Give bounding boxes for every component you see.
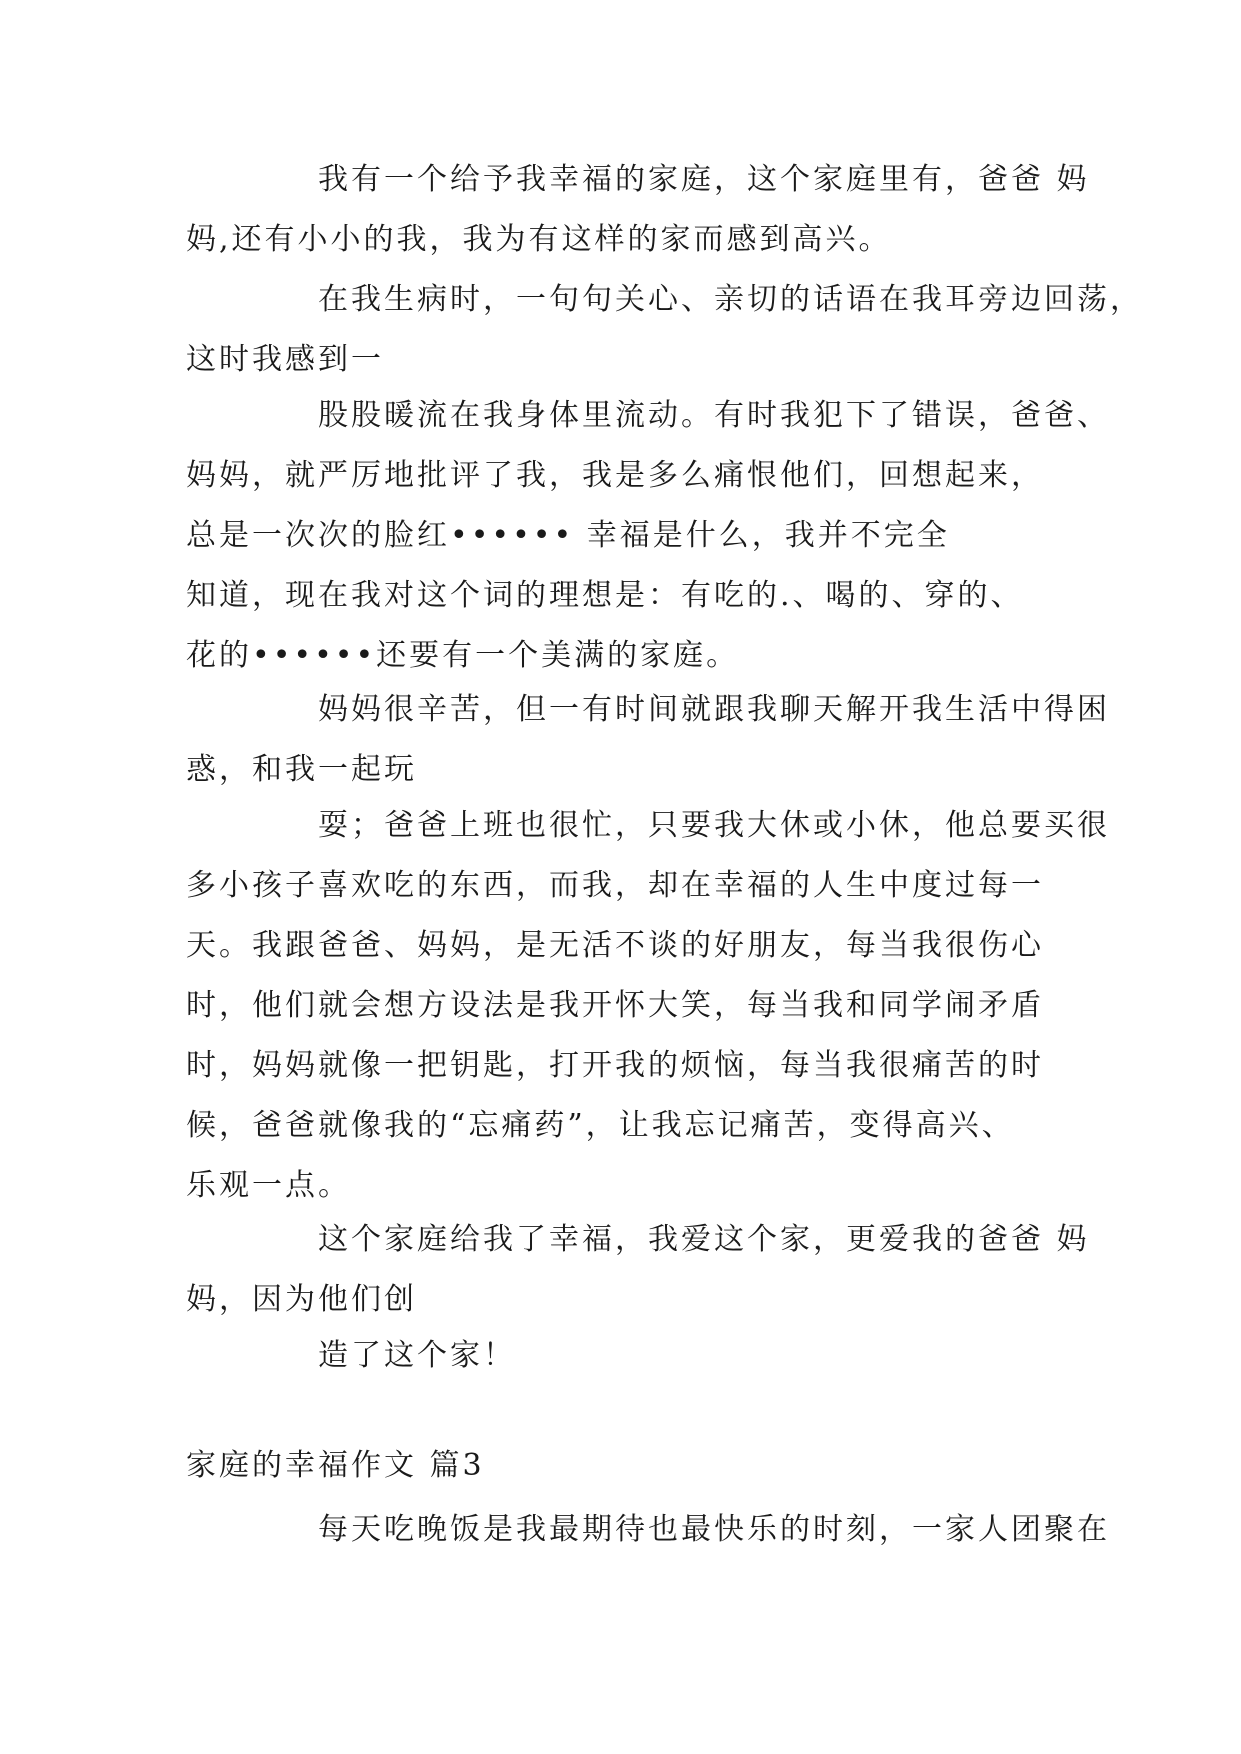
text-line: 总是一次次的脸红•••••• 幸福是什么，我并不完全 bbox=[186, 518, 950, 553]
section-heading: 家庭的幸福作文 篇3 bbox=[186, 1448, 485, 1483]
paragraph-6 bbox=[186, 1210, 1090, 1330]
paragraph-2 bbox=[186, 270, 1143, 390]
text-line: 花的••••••还要有一个美满的家庭。 bbox=[186, 638, 740, 673]
text-line: 妈妈很辛苦，但一有时间就跟我聊天解开我生活中得困 bbox=[318, 692, 1110, 727]
text-line: 知道，现在我对这个词的理想是：有吃的.、喝的、穿的、 bbox=[186, 578, 1024, 613]
text-line: 天。我跟爸爸、妈妈，是无活不谈的好朋友，每当我很伤心 bbox=[186, 928, 1044, 963]
paragraph-7 bbox=[186, 1326, 1076, 1386]
text-line: 时，妈妈就像一把钥匙，打开我的烦恼，每当我很痛苦的时 bbox=[186, 1048, 1044, 1083]
text-line: 股股暖流在我身体里流动。有时我犯下了错误，爸爸、 bbox=[318, 398, 1110, 433]
text-line: 这个家庭给我了幸福，我爱这个家，更爱我的爸爸 妈 bbox=[318, 1222, 1090, 1257]
text-line: 多小孩子喜欢吃的东西，而我，却在幸福的人生中度过每一 bbox=[186, 868, 1044, 903]
text-line: 惑，和我一起玩 bbox=[186, 752, 417, 787]
text-line: 在我生病时，一句句关心、亲切的话语在我耳旁边回荡， bbox=[318, 282, 1143, 317]
paragraph-5 bbox=[186, 796, 1110, 1216]
text-line: 乐观一点。 bbox=[186, 1168, 351, 1203]
text-line: 时，他们就会想方设法是我开怀大笑，每当我和同学闹矛盾 bbox=[186, 988, 1044, 1023]
paragraph-1 bbox=[186, 150, 1090, 270]
text-line: 每天吃晚饭是我最期待也最快乐的时刻，一家人团聚在 bbox=[318, 1512, 1110, 1547]
paragraph-4 bbox=[186, 680, 1110, 800]
text-line: 妈,还有小小的我，我为有这样的家而感到高兴。 bbox=[186, 222, 892, 257]
paragraph-8 bbox=[186, 1500, 1110, 1560]
text-line: 耍；爸爸上班也很忙，只要我大休或小休，他总要买很 bbox=[318, 808, 1110, 843]
text-line: 我有一个给予我幸福的家庭，这个家庭里有，爸爸 妈 bbox=[318, 162, 1090, 197]
paragraph-3 bbox=[186, 386, 1110, 686]
text-line: 这时我感到一 bbox=[186, 342, 384, 377]
text-line: 候，爸爸就像我的“忘痛药”，让我忘记痛苦，变得高兴、 bbox=[186, 1108, 1015, 1143]
text-line: 造了这个家！ bbox=[318, 1338, 516, 1373]
text-line: 妈妈，就严厉地批评了我，我是多么痛恨他们，回想起来， bbox=[186, 458, 1044, 493]
text-line: 妈，因为他们创 bbox=[186, 1282, 417, 1317]
